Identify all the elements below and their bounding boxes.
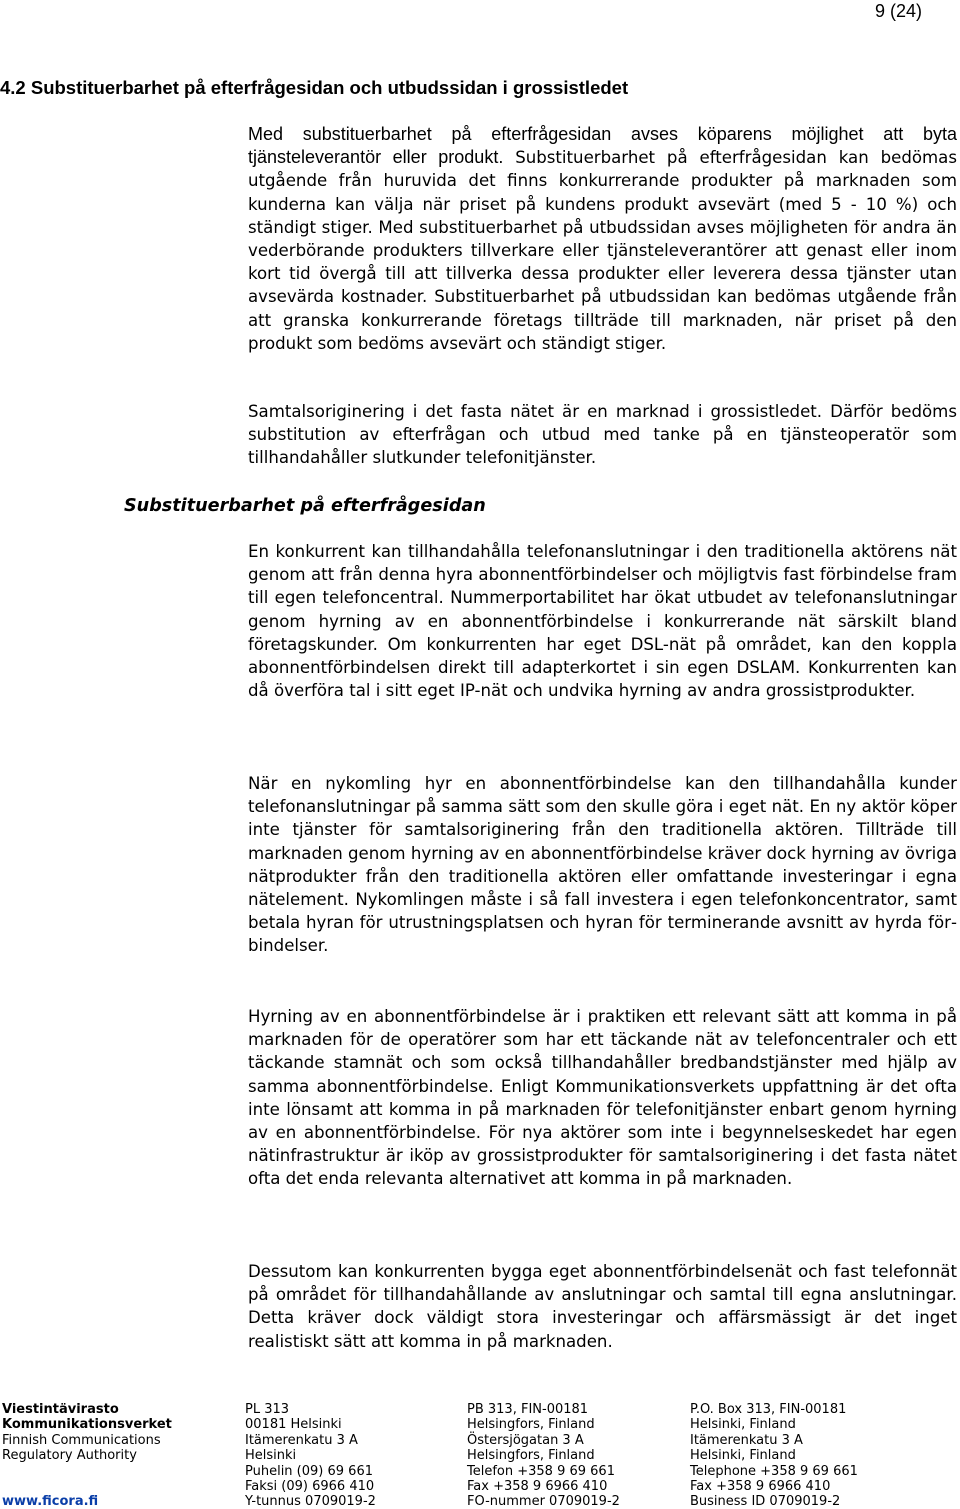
footer-spacer xyxy=(2,1464,172,1479)
section-heading: 4.2 Substituerbarhet på efterfrågesidan och utbudssidan i grossistledet xyxy=(0,77,629,98)
footer-en-line-5: Telephone +358 9 69 661 xyxy=(690,1463,858,1479)
footer-en-line-7: Business ID 0709019-2 xyxy=(690,1494,841,1509)
footer-spacer xyxy=(2,1479,172,1494)
intro-lead-sentence: Med substituerbarhet på efterfrågesidan avses köparens möjlighet att byta tjänsteleverantör eller produkt. xyxy=(248,124,957,168)
footer-sv-line-3: Östersjögatan 3 A xyxy=(467,1432,584,1448)
paragraph-newcomer: När en nykomling hyr en abonnentförbindelse kan den tillhandahålla kunder telefonanslutningar på samma sätt som den skulle göra i eget nät. En ny aktör köper inte tjänster för samtalsoriginering från den traditionella aktören. Tillträde till marknaden genom hyrning av en abonnentförbindelse kräver dock hyrning av övriga nätprodukter från den traditionella aktören eller omfattande investeringar i egna nätelement. Nykomlingen måste i så fall investera i egen telefonkoncentrator, samt betala hyran för utrustningsplatsen och hyran för terminerande avsnitt av hyrda förbindelser. xyxy=(248,774,957,956)
footer-column-english xyxy=(690,1402,858,1509)
footer-en-line-1: P.O. Box 313, FIN-00181 xyxy=(690,1402,847,1417)
paragraph-own-network: Dessutom kan konkurrenten bygga eget abonnentförbindelsenät och fast telefonnät på området för tillhandahållande av anslutningar och samtal till egna anslutningar. Detta kräver dock väldigt stora investeringar och affärsmässigt är det inget realistiskt sätt att komma in på marknaden. xyxy=(248,1262,957,1351)
footer-column-swedish xyxy=(467,1402,620,1509)
footer-sv-line-7: FO-nummer 0709019-2 xyxy=(467,1494,620,1509)
intro-paragraph xyxy=(248,123,957,355)
footer-sv-line-2: Helsingfors, Finland xyxy=(467,1417,595,1433)
footer-sv-line-1: PB 313, FIN-00181 xyxy=(467,1402,589,1417)
footer-sv-line-6: Fax +358 9 6966 410 xyxy=(467,1479,608,1495)
footer-name-sv: Kommunikationsverket xyxy=(2,1417,172,1433)
footer-en-line-3: Itämerenkatu 3 A xyxy=(690,1432,803,1448)
footer-sv-line-5: Telefon +358 9 69 661 xyxy=(467,1463,615,1479)
footer-fi-line-6: Faksi (09) 6966 410 xyxy=(245,1479,375,1495)
footer-column-finnish xyxy=(245,1402,376,1509)
footer-column-authority xyxy=(2,1402,172,1509)
footer-en-line-2: Helsinki, Finland xyxy=(690,1417,796,1433)
intro-rest-text: Substituerbarhet på efterfrågesidan kan bedömas utgående från huruvida det finns konkurrerande produkter på marknaden som kunderna kan välja när priset på kundens produkt avsevärt (med 5 - 10 %) och ständigt stiger. Med substituerbarhet på utbudssidan avses möjligheten för andra än vederbörande produkters tillverkare eller tjänsteleverantörer att genast eller inom kort tid övergå till att tillverka dessa produkter eller leverera dessa tjänster utan avsevärda kostnader. Substituerbarhet på utbudssidan kan bedömas utgående från att granska konkurrerande företags tillträde till marknaden, när priset på den produkt som bedöms avsevärt och ständigt stiger. xyxy=(248,148,957,353)
page-footer xyxy=(0,1398,960,1509)
footer-sv-line-4: Helsingfors, Finland xyxy=(467,1448,595,1464)
paragraph-leasing: Hyrning av en abonnentförbindelse är i praktiken ett relevant sätt att komma in på marknaden för de operatörer som har ett täckande nät av telefoncentraler och ett täckande stamnät och som också tillhandahåller bredbandstjänster med hjälp av samma abonnentförbindelse. Enligt Kommunikationsverkets uppfattning är det ofta inte lönsamt att komma in på marknaden för telefonitjänster enbart genom hyrning av en abonnentförbindelse. För nya aktörer som inte i begynnelseskedet har egen nätinfrastruktur är iköp av grossistprodukter för samtalsoriginering i det fasta nätet ofta det enda relevanta alternativet att komma in på marknaden. xyxy=(248,1007,957,1189)
subheading-demand-side: Substituerbarhet på efterfrågesidan xyxy=(124,496,486,516)
footer-en-line-6: Fax +358 9 6966 410 xyxy=(690,1479,831,1495)
footer-fi-line-2: 00181 Helsinki xyxy=(245,1417,342,1433)
footer-fi-line-7: Y-tunnus 0709019-2 xyxy=(245,1494,376,1509)
footer-name-en-1: Finnish Communications xyxy=(2,1432,161,1448)
page-number: 9 (24) xyxy=(874,1,922,21)
footer-fi-line-5: Puhelin (09) 69 661 xyxy=(245,1463,373,1479)
footer-en-line-4: Helsinki, Finland xyxy=(690,1448,796,1464)
paragraph-competitor-lines: En konkurrent kan tillhandahålla telefonanslutningar i den traditionella aktörens nät genom att från denna hyra abonnentförbindelser och möjligtvis fast förbindelse fram till egen telefoncentral. Nummerportabilitet har ökat utbudet av telefonanslutningar genom hyrning av en abonnentförbindelse i konkurrerande nät särskilt bland företagskunder. Om konkurrenten har eget DSL-nät på området, kan den koppla abonnentförbindelsen direkt till adapterkortet i sin egen DSLAM. Konkurrenten kan då överföra tal i sitt eget IP-nät och undvika hyrning av andra grossistprodukter. xyxy=(248,542,957,701)
footer-fi-line-3: Itämerenkatu 3 A xyxy=(245,1432,358,1448)
footer-website-link[interactable]: www.ficora.fi xyxy=(2,1494,99,1509)
footer-fi-line-1: PL 313 xyxy=(245,1402,290,1417)
footer-name-fi: Viestintävirasto xyxy=(2,1402,119,1417)
footer-fi-line-4: Helsinki xyxy=(245,1448,297,1464)
paragraph-market-definition: Samtalsoriginering i det fasta nätet är en marknad i grossistledet. Därför bedöms substitution av efterfrågan och utbud med tanke på en tjänsteoperatör som tillhandahåller slutkunder telefonitjänster. xyxy=(248,402,957,468)
footer-name-en-2: Regulatory Authority xyxy=(2,1448,137,1464)
